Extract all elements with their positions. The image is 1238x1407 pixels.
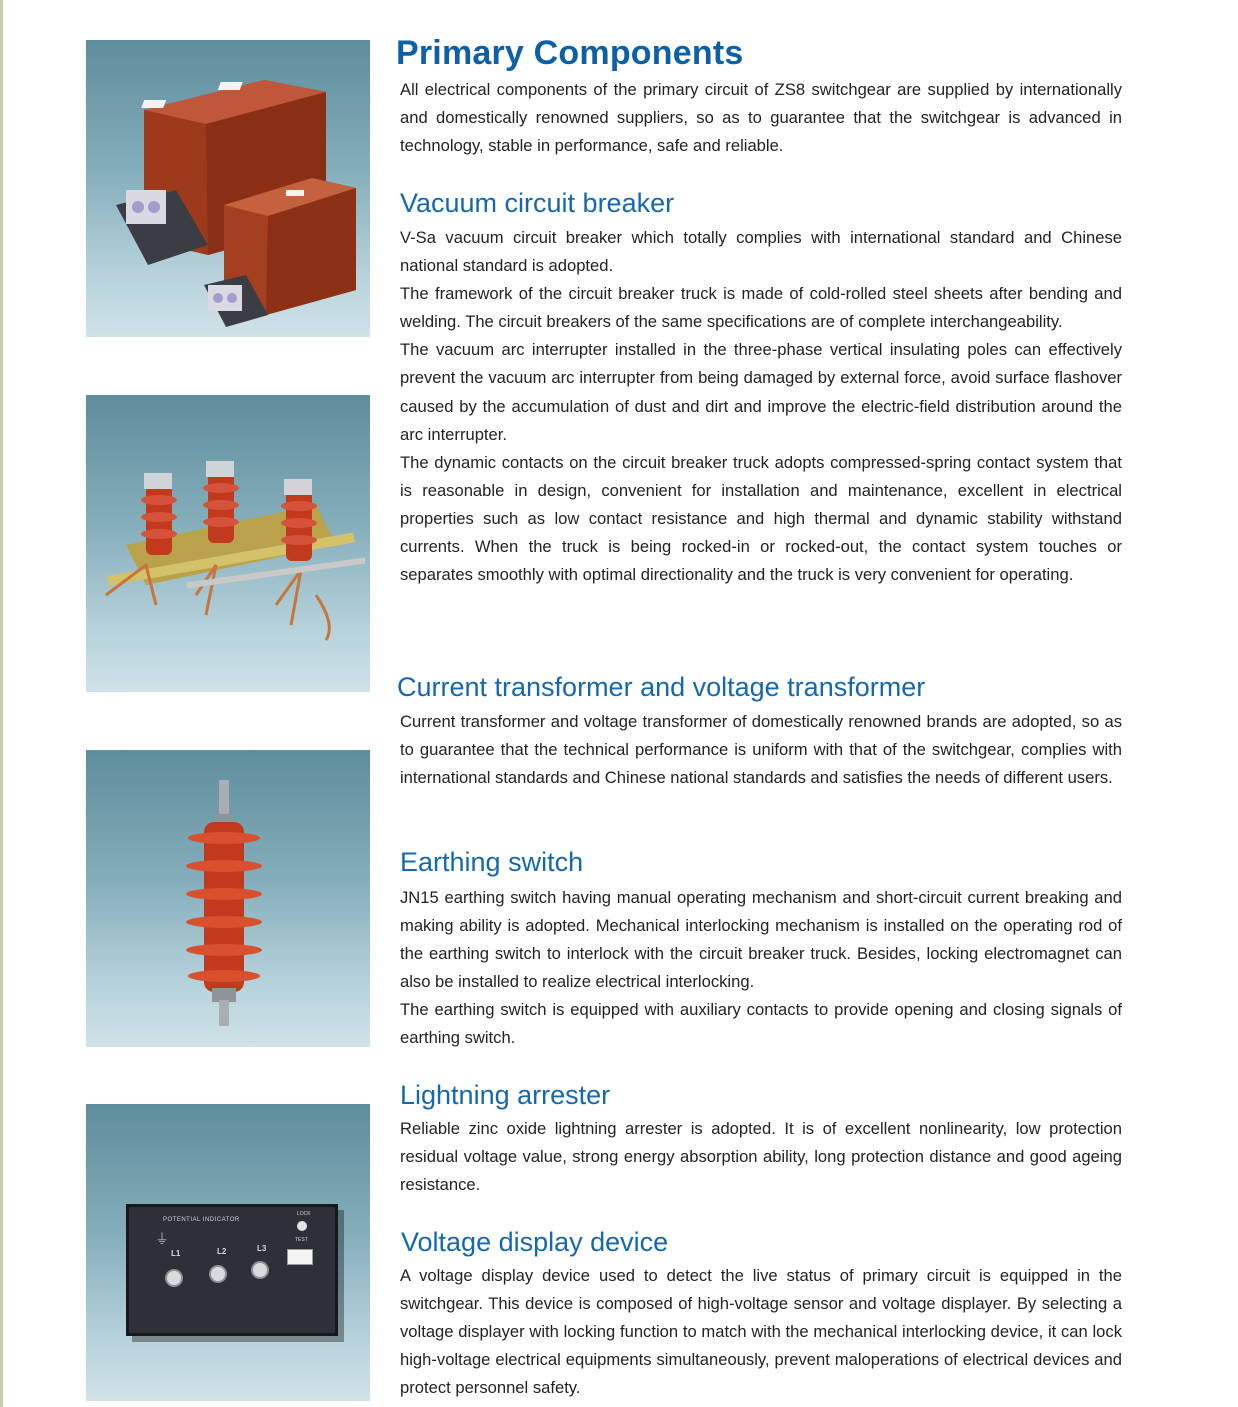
- earthing-switch-illustration: [86, 395, 370, 692]
- transformer-illustration: [86, 40, 370, 337]
- vcb-paragraph-2: The framework of the circuit breaker truck is made of cold-rolled steel sheets after bending and welding. The circuit breakers of the same specifications are of complete interchangeability.: [400, 284, 1122, 332]
- heading-earthing-switch: Earthing switch: [400, 847, 584, 877]
- indicator-lock-label: LOCK: [297, 1211, 311, 1217]
- vcb-paragraph-1: V-Sa vacuum circuit breaker which totally complies with international standard and Chinese national standard is adopted.: [400, 228, 1122, 276]
- test-button: [287, 1249, 313, 1265]
- lightning-arrester-body: [400, 1115, 1122, 1199]
- heading-lightning-arrester: Lightning arrester: [400, 1080, 611, 1110]
- earthing-switch-photo: [86, 395, 370, 692]
- indicator-panel-title: POTENTIAL INDICATOR: [163, 1217, 240, 1223]
- heading-voltage-display-device: Voltage display device: [401, 1227, 669, 1257]
- phase-label-l1: L1: [171, 1249, 181, 1258]
- earthing-switch-body: [400, 884, 1122, 1053]
- page-title: Primary Components: [396, 34, 744, 72]
- voltage-display-photo: [86, 1104, 370, 1401]
- vcb-paragraph-3: The vacuum arc interrupter installed in the three-phase vertical insulating poles can effectively prevent the vacuum arc interrupter from being damaged by external force, avoid surface flashover caused by the accumulation of dust and dirt and improve the electric-field distribution around the arc interrupter.: [400, 340, 1122, 444]
- voltage-display-paragraph-1: A voltage display device used to detect the live status of primary circuit is equipped in the switchgear. This device is composed of high-voltage sensor and voltage displayer. By selecting a voltage displayer with locking function to match with the mechanical interlocking device, it can lock high-voltage electrical equipments simultaneously, prevent maloperations of electrical devices and protect personnel safety.: [400, 1266, 1122, 1398]
- arrester-paragraph-1: Reliable zinc oxide lightning arrester is adopted. It is of excellent nonlinearity, low protection residual voltage value, strong energy absorption ability, long protection distance and good ageing resistance.: [400, 1119, 1122, 1195]
- heading-vacuum-circuit-breaker: Vacuum circuit breaker: [400, 188, 675, 218]
- lightning-arrester-photo: [86, 750, 370, 1047]
- intro-paragraph: All electrical components of the primary circuit of ZS8 switchgear are supplied by internationally and domestically renowned suppliers, so as to guarantee that the switchgear is advanced in technology, stable in performance, safe and reliable.: [400, 80, 1122, 156]
- vcb-paragraph-4: The dynamic contacts on the circuit breaker truck adopts compressed-spring contact system that is reasonable in design, convenient for installation and maintenance, excellent in electrical properties such as low contact resistance and high thermal and dynamic stability withstand currents. When the truck is being rocked-in or rocked-out, the contact system touches or separates smoothly with optimal directionality and the truck is very convenient for operating.: [400, 452, 1122, 585]
- voltage-display-body: [400, 1262, 1122, 1402]
- earth-symbol-icon: ⏚: [155, 1231, 169, 1247]
- phase-label-l2: L2: [217, 1247, 227, 1256]
- indicator-panel: [126, 1204, 338, 1336]
- earthing-paragraph-2: The earthing switch is equipped with auxiliary contacts to provide opening and closing signals of earthing switch.: [400, 1000, 1122, 1048]
- heading-current-voltage-transformer: Current transformer and voltage transformer: [397, 672, 926, 702]
- phase-label-l3: L3: [257, 1244, 267, 1253]
- lightning-arrester-illustration: [86, 750, 370, 1047]
- phase-lamp-l1: [165, 1269, 183, 1287]
- phase-lamp-l3: [251, 1261, 269, 1279]
- transformer-paragraph-1: Current transformer and voltage transformer of domestically renowned brands are adopted, so as to guarantee that the technical performance is uniform with that of the switchgear, complies with international standards and Chinese national standards and satisfies the needs of different users.: [400, 712, 1122, 788]
- earthing-paragraph-1: JN15 earthing switch having manual operating mechanism and short-circuit current breaking and making ability is adopted. Mechanical interlocking mechanism is installed on the operating rod of the earthing switch to interlock with the circuit breaker truck. Besides, locking electromagnet can also be installed to realize electrical interlocking.: [400, 888, 1122, 992]
- transformer-photo: [86, 40, 370, 337]
- vacuum-circuit-breaker-body: [400, 224, 1122, 589]
- phase-lamp-l2: [209, 1265, 227, 1283]
- page-edge-rule: [0, 0, 3, 1407]
- indicator-test-label: TEST: [295, 1237, 308, 1243]
- lock-lamp: [297, 1221, 307, 1231]
- transformer-body: [400, 708, 1122, 792]
